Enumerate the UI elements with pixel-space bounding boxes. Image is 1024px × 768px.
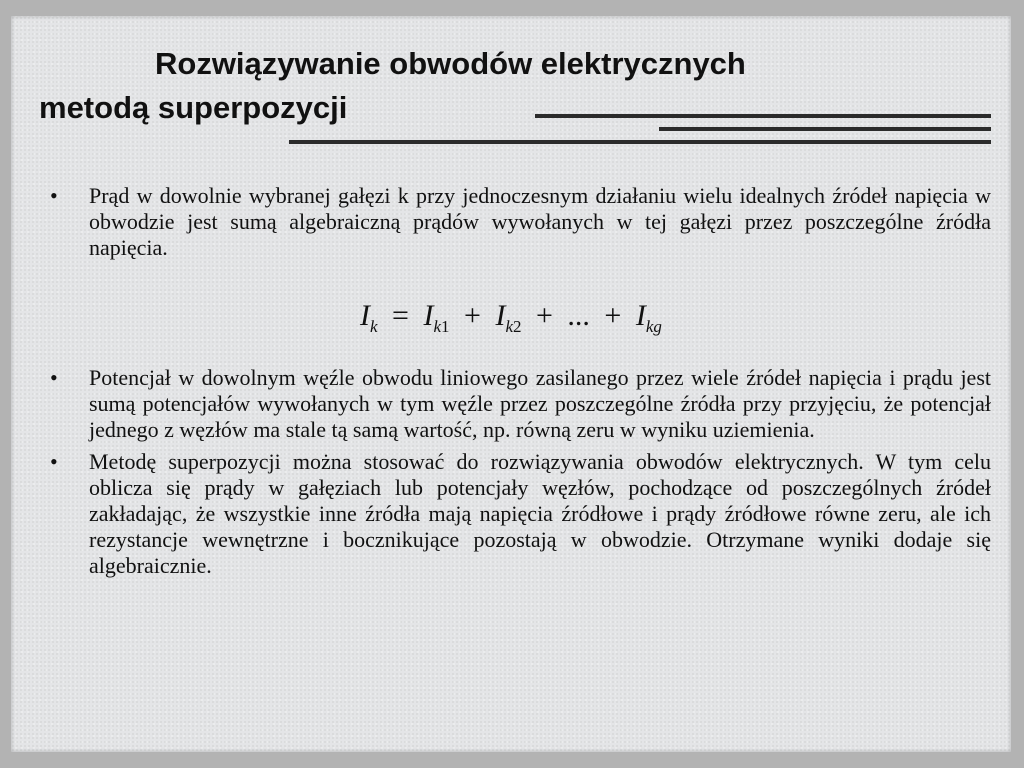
bullet-marker: • [50,183,58,208]
formula-sub: k [433,317,442,336]
bullet-text: Prąd w dowolnie wybranej gałęzi k przy jednoczesnym działaniu wielu idealnych źródeł napięcia w obwodzie jest sumą algebraiczną prądów wywołanych w tej gałęzi przez poszczególne źródła napięcia. [89,183,991,260]
slide [11,16,1011,752]
bullet-text: Metodę superpozycji można stosować do rozwiązywania obwodów elektrycznych. W tym celu oblicza się prądy w gałęziach lub potencjały węzłów, pochodzące od poszczególnych źródeł zakładając, że wszystkie inne źródła mają napięcia źródłowe i prądy źródłowe równe zeru, ale ich rezystancje wewnętrzne i bocznikujące pozostają w obwodzie. Otrzymane wyniki dodaje się algebraicznie. [89,449,991,578]
decorative-line-1 [535,114,991,118]
formula-sub: kg [645,317,662,336]
formula-symbol: I [423,299,434,332]
superposition-formula [360,299,662,337]
bullet-item [39,365,991,443]
formula-symbol: I [495,299,506,332]
formula-symbol: I [360,299,370,332]
bullet-marker: • [50,449,58,474]
formula-equals: = [392,299,409,332]
formula-plus: + [464,299,481,332]
formula-plus: + [535,299,553,332]
formula-sub: k [370,317,378,336]
formula-plus: + [604,299,622,332]
decorative-line-2 [659,127,991,131]
slide-content [39,183,991,579]
formula-ellipsis: ... [567,299,590,332]
formula-sub: k [505,317,513,336]
formula-sub: 2 [512,317,522,336]
bullet-item [39,183,991,261]
title-line-1: Rozwiązywanie obwodów elektrycznych [155,46,746,81]
formula-sub: 1 [441,317,450,336]
bullet-item [39,449,991,579]
bullet-text: Potencjał w dowolnym węźle obwodu liniowego zasilanego przez wiele źródeł napięcia i prądu jest sumą potencjałów wywołanych w tym węźle przez poszczególne źródła przy przyjęciu, że potencjał jednego z węzłów ma stale tą samą wartość, np. równą zeru w wyniku uziemienia. [89,365,991,442]
formula-symbol: I [635,299,646,332]
title-line-2: metodą superpozycji [39,90,348,125]
decorative-line-3 [289,140,991,144]
bullet-marker: • [50,365,58,390]
